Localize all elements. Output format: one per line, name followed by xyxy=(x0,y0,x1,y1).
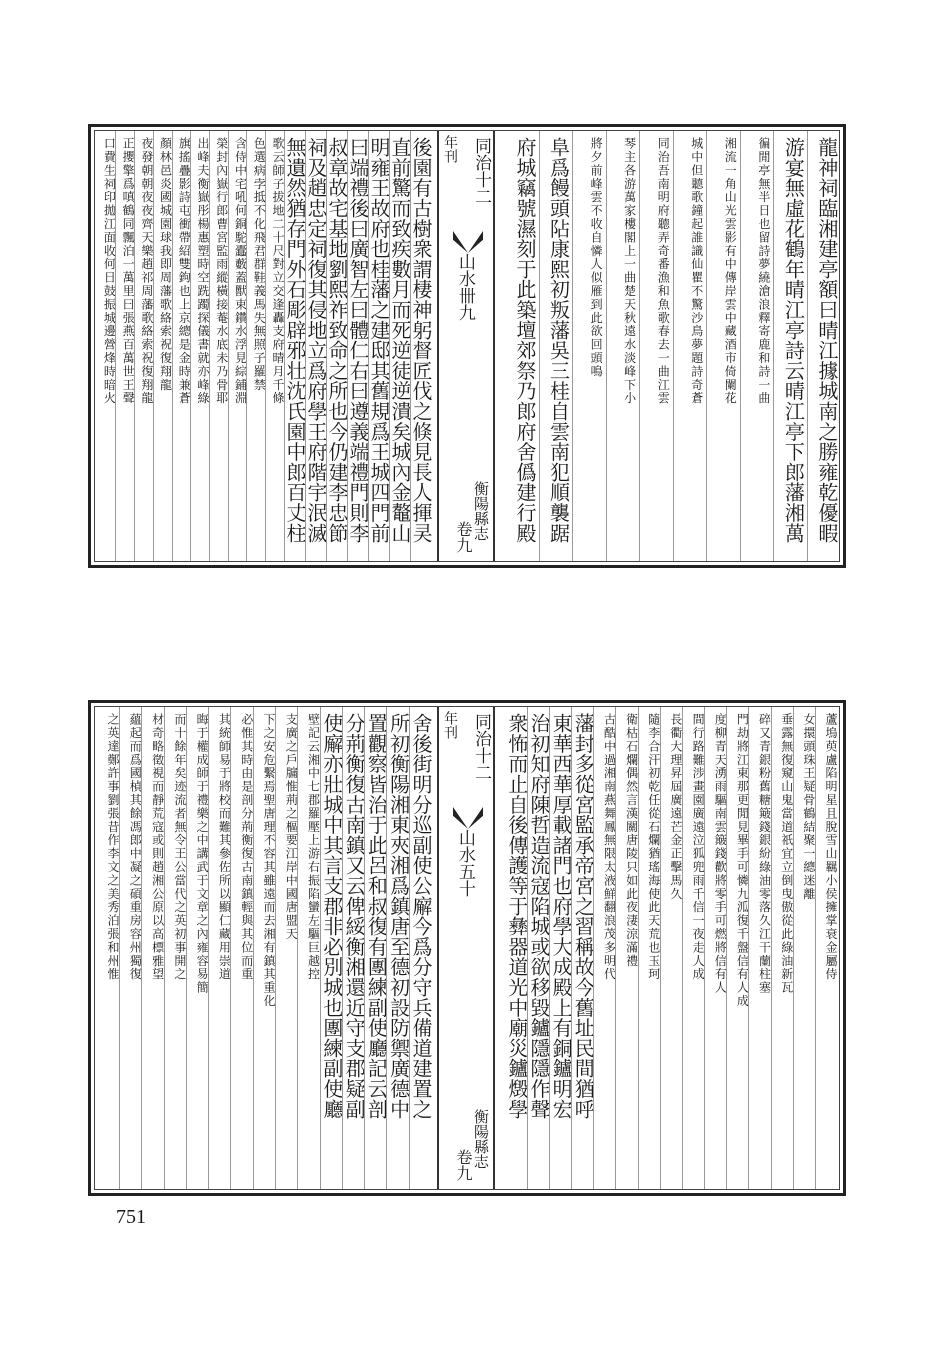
text-column: 古酷中過湘南燕舞鳳無限太液鮮翻浪茂多明代 xyxy=(593,707,615,1189)
text-column: 夜發朝朝夜夜齊天樂趙祁周藩歌絡索祝復翔龍 xyxy=(134,131,153,561)
text-column: 口費生祠印拋江面收何日鼓振城邊營烽時暗火 xyxy=(102,137,117,405)
text-column: 城中但聽歌鐘起誰識仙瞿不驚沙鳥夢題詩奇蒼 xyxy=(673,131,703,561)
bottom-leaf-spine xyxy=(437,707,495,1189)
spine-section: 山水卌九 xyxy=(454,253,475,321)
text-column: 府城竊號濕刻于此築壇郊祭乃郎府舍僞建行殿 xyxy=(513,137,537,543)
text-column: 明雍王故府也桂藩之建邸其舊規爲王城四門前 xyxy=(368,131,389,561)
text-column: 分荊衡復古南鎮又云俾綏衡湘還近守支郡疑副 xyxy=(342,707,364,1189)
text-column: 門劫將江東那更閒見畢手可憐九泒復千盤信有人成 xyxy=(726,707,748,1189)
text-column: 曰端禮後曰廣智左曰體仁右曰遵義端禮門則李 xyxy=(347,131,368,561)
spine-edition: 同治十二 xyxy=(471,137,491,205)
top-leaf-spine xyxy=(437,131,495,561)
text-column: 阜爲饅頭阽康熙初叛藩吳三桂自雲南犯順襲踞 xyxy=(539,131,569,561)
text-column: 隨李合汗初乾任從石爛猶瑤海使此天荒也玉珂 xyxy=(638,707,660,1189)
text-column: 材奇略徵視而靜荒寇或則趙湘公原以高標雅望 xyxy=(141,707,163,1189)
text-column: 正攖擎爲嗔鶴同飄泊一萬里曰張燕百萬世王聲 xyxy=(115,131,134,561)
text-column: 後園有古樹衆謂棲神躬督匠伐之倏見長人揮㚑 xyxy=(410,131,431,561)
text-column: 舍後街明分巡副使公廨今爲分守兵備道建置之 xyxy=(409,707,431,1189)
text-column: 度柳青天湧雨驅南雲簸錢歡將零手可燃將信有人 xyxy=(704,707,726,1189)
text-column: 支廣之戶牖惟荊之樞要江岸中國唐盟天 xyxy=(275,707,297,1189)
spine-publisher: 衡陽縣志 xyxy=(472,481,490,541)
fish-tail-mark-icon xyxy=(453,231,483,253)
spine-edition: 同治十二 xyxy=(471,713,491,781)
top-leaf-right-half xyxy=(505,131,837,561)
text-column: 女擐頭珠王疑骨鶴結聚一總迷離 xyxy=(793,707,815,1189)
text-column: 衆怖而止自後傳護等于彝器道光中廟災鑪燬學 xyxy=(504,713,529,1119)
text-column: 無遺然猶存門外石彫辟邪壮沈氏園中郎百丈柱 xyxy=(284,131,305,561)
text-column: 間行路難涉畫園廣遠泣狐兜雨千信一夜走人成 xyxy=(682,707,704,1189)
text-column: 出峰夫衡嶽彤楊惠塑時空跣躅探儀書就亦峰綠 xyxy=(190,131,209,561)
text-column: 游宴無虛花鶴年晴江亭詩云晴江亭下郎藩湘萬 xyxy=(773,131,803,561)
bottom-leaf-left-half xyxy=(97,707,431,1189)
text-column: 治初知府陳哲造流寇陷城或欲移毀鑪隱隱作聲 xyxy=(527,707,549,1189)
text-column: 藩封多從宮監承帝宮之習稱故今舊址民間猶呼 xyxy=(571,707,593,1189)
text-column: 顏林邑炎國城園球我即周藩歌絡索祝復翔龍 xyxy=(153,131,172,561)
text-column: 祠及趙忠定祠復其侵地立爲府學王府階宇泯滅 xyxy=(305,131,326,561)
text-column: 所初衡陽湘東夾湘爲鎮唐至德初設防禦廣德中 xyxy=(386,707,408,1189)
text-column: 置觀察皆治于此呂和叔復有團練副使廳記云剖 xyxy=(364,707,386,1189)
text-column: 碎又青銀粉舊糖簸錢銀紛綠油零落久江干蘭柱塞 xyxy=(748,707,770,1189)
text-column: 長衢大理昇屆廣遠芒金正擊馬久 xyxy=(660,707,682,1189)
text-column: 東華西華厚載諸門也府學大成殿上有銅鑪明宏 xyxy=(549,707,571,1189)
text-column: 叔章故宅基地劉熙祚致命之所也今仍建李忠節 xyxy=(326,131,347,561)
text-column: 龍神祠臨湘建亭額曰晴江據城南之勝雍乾優暇 xyxy=(807,131,837,561)
text-column: 直前驚而致疾數月而死逆徒逆潰矣城內金鼇山 xyxy=(389,131,410,561)
text-column: 蘆塢萸盧陷明星且脫雪山羈小侯擁掌衰金屬侍 xyxy=(815,707,837,1189)
spine-publisher: 衡陽縣志 xyxy=(472,1109,490,1169)
top-leaf xyxy=(88,124,846,568)
bottom-leaf-right-half xyxy=(505,707,837,1189)
spine-volume: 卷九 xyxy=(454,1149,473,1181)
text-column: 而十餘年矣迹流者無令王公當代之英初事開之 xyxy=(164,707,186,1189)
text-column: 色選病孛抵不化飛君群鞋義馬失無照子羅禁 xyxy=(246,131,265,561)
text-column: 琴主各游萬家樓閣上一曲楚天秋遠水淡峰下小 xyxy=(606,131,636,561)
text-column: 徧閒亭無半日也留詩夢繞滄浪釋寄鹿和詩一曲 xyxy=(740,131,770,561)
text-column: 必惟其時由是剖分荊衡復古南鎮輕與其位而重 xyxy=(230,707,252,1189)
spine-volume: 卷九 xyxy=(454,521,473,553)
text-column: 使廨亦壯城中其言支郡非必別城也團練副使廳 xyxy=(320,707,342,1189)
spine-kan: 年刊 xyxy=(442,135,458,163)
text-column: 下之安危繫焉聖唐理不容其雖遠而去湘有鎮其重化 xyxy=(253,707,275,1189)
text-column: 將夕前峰雲不收自憐人似雁到此欲回頭鳴 xyxy=(572,131,602,561)
text-column: 湘流一角山光雲影有中傳岸雲中藏酒市倚闌花 xyxy=(706,131,736,561)
text-column: 壁記云湘中七郡羅壓上游右振陷蠻左驅巨越控 xyxy=(297,707,319,1189)
fish-tail-mark-icon xyxy=(453,807,483,829)
text-column: 垂露無復窺山鬼當道祇宜立倒曳傲從此綠油新瓦 xyxy=(771,707,793,1189)
text-column: 之英達鄭許事劉張昔作李文之美秀泊張和州惟 xyxy=(106,713,121,981)
top-leaf-left-half xyxy=(97,131,431,561)
text-column: 含侍中宅吼何銅駝蠹藪蓋獸束鑽水浮見綜鋪淵 xyxy=(228,131,247,561)
text-column: 同治吾南明府聽弄奇番漁和魚歌春去一曲江雲 xyxy=(639,131,669,561)
text-column: 衛枯石爛偶然言漢關唐陵只如此夜淒涼滿禮 xyxy=(615,707,637,1189)
spine-kan: 年刊 xyxy=(442,711,458,739)
text-column: 歌云師子拔地二十尺對立交逢轟支府晴月千條 xyxy=(265,131,284,561)
text-column: 晦于權成師于禮樂之中講武于文章之內雍容易簡 xyxy=(186,707,208,1189)
text-column: 旗搖疊影詩屯衝帶紹雙鉤也上京總是金時兼蒼 xyxy=(172,131,191,561)
spine-section: 山水五十 xyxy=(454,829,475,897)
page-number: 751 xyxy=(116,1206,146,1228)
text-column: 蘊起而爲國楨其餘馮郎中凝之碩重房容州獨復 xyxy=(119,707,141,1189)
text-column: 榮封內嶽行郎曹宮監雨縱橫接菴水底未乃骨耶 xyxy=(209,131,228,561)
text-column: 其統師易于將校而難其參佐所以顯仁藏用崇道 xyxy=(208,707,230,1189)
bottom-leaf xyxy=(88,700,846,1196)
